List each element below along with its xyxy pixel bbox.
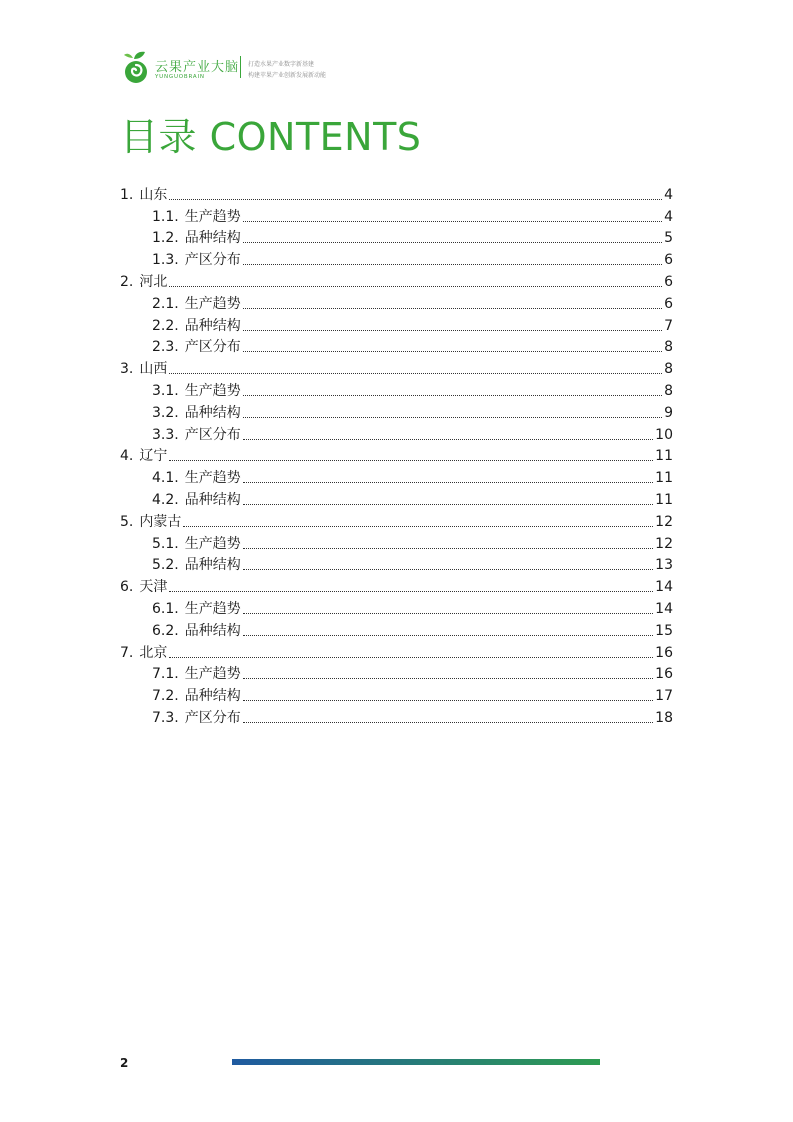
- toc-entry-number: 7.: [120, 644, 134, 661]
- toc-dot-leader: [169, 286, 662, 287]
- toc-entry-title: 生产趋势: [184, 470, 241, 487]
- toc-entry[interactable]: [120, 335, 673, 357]
- toc-entry-page: 5: [664, 230, 673, 247]
- toc-entry-page: 13: [655, 557, 673, 574]
- toc-entry-number: 6.1.: [152, 600, 179, 617]
- toc-entry-page: 6: [664, 252, 673, 269]
- toc-entry-page: 11: [655, 491, 673, 508]
- toc-entry-page: 8: [664, 361, 673, 378]
- toc-entry[interactable]: [120, 247, 673, 269]
- toc-dot-leader: [169, 199, 662, 200]
- toc-entry-title: 产区分布: [184, 252, 241, 269]
- toc-entry-number: 3.: [120, 361, 134, 378]
- toc-entry-title: 生产趋势: [184, 208, 241, 225]
- toc-entry-title: 山东: [139, 186, 168, 203]
- toc-entry-title: 生产趋势: [184, 535, 241, 552]
- toc-entry-page: 7: [664, 317, 673, 334]
- toc-entry-number: 3.2.: [152, 404, 179, 421]
- toc-entry[interactable]: [120, 596, 673, 618]
- toc-entry-number: 6.2.: [152, 622, 179, 639]
- toc-entry-number: 2.1.: [152, 295, 179, 312]
- toc-entry-title: 天津: [139, 579, 168, 596]
- toc-dot-leader: [169, 373, 662, 374]
- brand-name: 云果产业大脑: [155, 60, 240, 75]
- toc-entry-number: 2.3.: [152, 339, 179, 356]
- toc-entry-title: 辽宁: [139, 448, 168, 465]
- toc-entry-title: 品种结构: [184, 622, 241, 639]
- toc-entry[interactable]: [120, 400, 673, 422]
- toc-entry[interactable]: [120, 182, 673, 204]
- toc-dot-leader: [169, 591, 653, 592]
- toc-entry-number: 5.1.: [152, 535, 179, 552]
- toc-entry-page: 12: [655, 513, 673, 530]
- toc-entry[interactable]: [120, 422, 673, 444]
- toc-dot-leader: [243, 613, 653, 614]
- toc-entry[interactable]: [120, 640, 673, 662]
- toc-entry-title: 品种结构: [184, 557, 241, 574]
- toc-dot-leader: [243, 264, 662, 265]
- toc-entry-number: 1.2.: [152, 230, 179, 247]
- toc-entry-page: 16: [655, 666, 673, 683]
- toc-dot-leader: [169, 657, 653, 658]
- toc-dot-leader: [243, 308, 662, 309]
- toc-entry-number: 1.3.: [152, 252, 179, 269]
- toc-entry-title: 品种结构: [184, 404, 241, 421]
- document-header: [122, 48, 422, 88]
- toc-entry[interactable]: [120, 662, 673, 684]
- toc-entry-number: 4.: [120, 448, 134, 465]
- table-of-contents: [120, 182, 673, 727]
- toc-entry[interactable]: [120, 444, 673, 466]
- toc-entry-number: 1.1.: [152, 208, 179, 225]
- toc-entry-title: 生产趋势: [184, 295, 241, 312]
- toc-dot-leader: [243, 330, 662, 331]
- toc-entry-title: 生产趋势: [184, 600, 241, 617]
- header-divider: [240, 56, 241, 78]
- toc-dot-leader: [243, 221, 662, 222]
- toc-entry[interactable]: [120, 509, 673, 531]
- toc-dot-leader: [243, 351, 662, 352]
- toc-entry-title: 生产趋势: [184, 382, 241, 399]
- fruit-logo-icon: [122, 50, 150, 84]
- toc-entry-title: 品种结构: [184, 491, 241, 508]
- toc-dot-leader: [183, 526, 653, 527]
- toc-entry[interactable]: [120, 226, 673, 248]
- toc-entry-page: 6: [664, 273, 673, 290]
- toc-dot-leader: [243, 417, 662, 418]
- toc-dot-leader: [243, 569, 653, 570]
- toc-entry[interactable]: [120, 204, 673, 226]
- toc-dot-leader: [243, 242, 662, 243]
- toc-entry-page: 14: [655, 579, 673, 596]
- toc-entry-page: 15: [655, 622, 673, 639]
- toc-entry-page: 4: [664, 186, 673, 203]
- slogan-line-1: 打造水果产业数字新基建: [248, 61, 315, 68]
- toc-entry[interactable]: [120, 487, 673, 509]
- toc-entry-title: 内蒙古: [139, 513, 182, 530]
- toc-entry-page: 18: [655, 709, 673, 726]
- toc-entry[interactable]: [120, 313, 673, 335]
- toc-entry[interactable]: [120, 683, 673, 705]
- toc-entry[interactable]: [120, 531, 673, 553]
- toc-entry-number: 3.1.: [152, 382, 179, 399]
- toc-entry-title: 河北: [139, 273, 168, 290]
- toc-entry-page: 16: [655, 644, 673, 661]
- toc-entry-page: 10: [655, 426, 673, 443]
- toc-entry-page: 11: [655, 448, 673, 465]
- toc-entry-page: 17: [655, 688, 673, 705]
- toc-entry-page: 6: [664, 295, 673, 312]
- brand-subtitle: YUNGUOBRAIN: [155, 74, 205, 80]
- toc-entry[interactable]: [120, 378, 673, 400]
- toc-dot-leader: [243, 700, 653, 701]
- toc-entry-title: 产区分布: [184, 426, 241, 443]
- toc-entry[interactable]: [120, 269, 673, 291]
- page-title: 目录 CONTENTS: [120, 115, 422, 159]
- toc-entry-title: 产区分布: [184, 339, 241, 356]
- toc-entry-number: 7.2.: [152, 688, 179, 705]
- toc-entry-title: 品种结构: [184, 230, 241, 247]
- page-number: 2: [120, 1056, 129, 1070]
- toc-entry-page: 8: [664, 382, 673, 399]
- toc-entry[interactable]: [120, 705, 673, 727]
- toc-entry-page: 11: [655, 470, 673, 487]
- toc-entry-title: 北京: [139, 644, 168, 661]
- toc-dot-leader: [243, 439, 653, 440]
- toc-entry-page: 9: [664, 404, 673, 421]
- toc-entry-page: 14: [655, 600, 673, 617]
- toc-dot-leader: [243, 504, 653, 505]
- toc-entry-title: 品种结构: [184, 688, 241, 705]
- toc-entry-number: 2.: [120, 273, 134, 290]
- toc-dot-leader: [243, 722, 653, 723]
- toc-entry-number: 5.2.: [152, 557, 179, 574]
- toc-entry-number: 7.1.: [152, 666, 179, 683]
- toc-entry-number: 6.: [120, 579, 134, 596]
- toc-dot-leader: [243, 395, 662, 396]
- toc-entry-title: 产区分布: [184, 709, 241, 726]
- toc-entry[interactable]: [120, 356, 673, 378]
- toc-entry-number: 2.2.: [152, 317, 179, 334]
- toc-entry-page: 4: [664, 208, 673, 225]
- toc-entry[interactable]: [120, 291, 673, 313]
- toc-entry-page: 12: [655, 535, 673, 552]
- toc-dot-leader: [243, 635, 653, 636]
- toc-entry-number: 1.: [120, 186, 134, 203]
- toc-entry-number: 4.1.: [152, 470, 179, 487]
- toc-entry[interactable]: [120, 618, 673, 640]
- toc-entry-title: 品种结构: [184, 317, 241, 334]
- toc-entry[interactable]: [120, 574, 673, 596]
- toc-entry[interactable]: [120, 553, 673, 575]
- toc-entry-number: 5.: [120, 513, 134, 530]
- toc-entry-page: 8: [664, 339, 673, 356]
- toc-entry-number: 4.2.: [152, 491, 179, 508]
- toc-dot-leader: [243, 482, 653, 483]
- toc-dot-leader: [169, 460, 653, 461]
- toc-entry-title: 生产趋势: [184, 666, 241, 683]
- toc-dot-leader: [243, 548, 653, 549]
- toc-dot-leader: [243, 678, 653, 679]
- footer-gradient-bar: [232, 1059, 600, 1065]
- toc-entry-number: 7.3.: [152, 709, 179, 726]
- slogan-line-2: 构建苹果产业创新发展新动能: [248, 72, 327, 79]
- toc-entry-title: 山西: [139, 361, 168, 378]
- toc-entry[interactable]: [120, 465, 673, 487]
- toc-entry-number: 3.3.: [152, 426, 179, 443]
